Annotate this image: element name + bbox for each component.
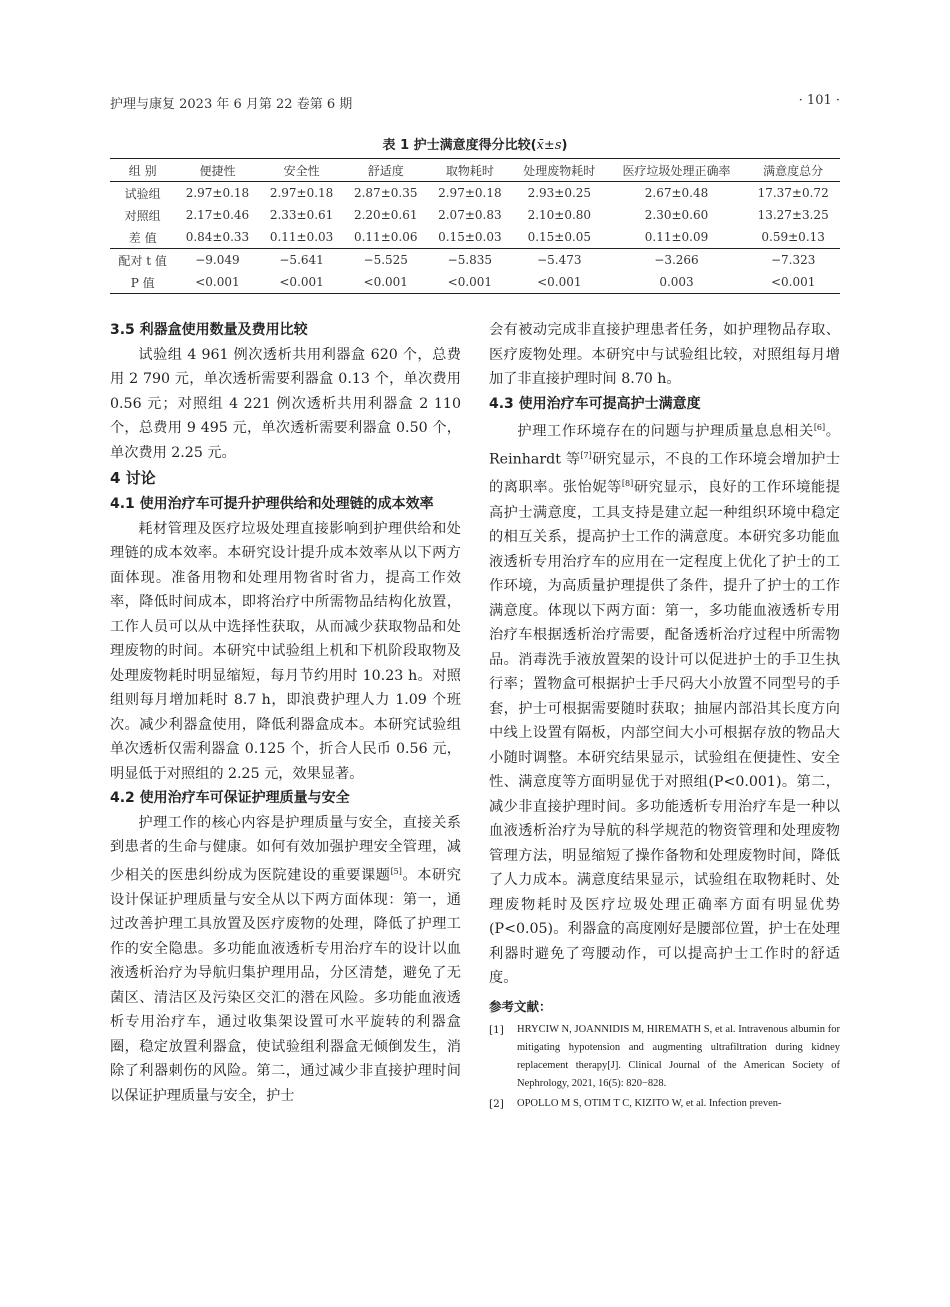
table-cell: 0.11±0.06 bbox=[353, 230, 418, 244]
table-cell: −5.641 bbox=[279, 253, 324, 267]
table-caption-symbol: x̄±s bbox=[536, 138, 562, 153]
table-cell: 2.97±0.18 bbox=[185, 186, 250, 200]
heading-4-3: 4.3 使用治疗车可提高护士满意度 bbox=[489, 395, 701, 412]
table-cell: −5.525 bbox=[363, 253, 408, 267]
table-cell: <0.001 bbox=[279, 275, 324, 289]
table-cell: 13.27±3.25 bbox=[757, 208, 829, 222]
table-cell: 2.30±0.60 bbox=[644, 208, 709, 222]
paragraph-4-2 bbox=[110, 811, 461, 1109]
th-waste-accuracy: 医疗垃圾处理正确率 bbox=[622, 163, 731, 178]
citation-6: [6] bbox=[813, 423, 826, 432]
table-cell: 2.97±0.18 bbox=[438, 186, 502, 200]
heading-4: 4 讨论 bbox=[110, 469, 156, 487]
right-column bbox=[489, 318, 840, 1115]
paragraph-4-3-text-b: 。Reinhardt 等 bbox=[489, 423, 840, 468]
table-cell: −9.049 bbox=[195, 253, 240, 267]
table-cell: 0.003 bbox=[659, 275, 694, 289]
table-cell: P 值 bbox=[130, 275, 155, 290]
th-comfort: 舒适度 bbox=[367, 163, 404, 178]
satisfaction-table bbox=[110, 158, 840, 294]
table-row bbox=[110, 249, 840, 272]
table-cell: <0.001 bbox=[195, 275, 240, 289]
table-cell: −5.473 bbox=[537, 253, 582, 267]
th-waste-time: 处理废物耗时 bbox=[523, 163, 596, 178]
table-cell: −7.323 bbox=[770, 253, 816, 267]
heading-4-2: 4.2 使用治疗车可保证护理质量与安全 bbox=[110, 790, 350, 806]
table-caption bbox=[110, 134, 840, 153]
table-cell: 2.20±0.61 bbox=[353, 208, 418, 222]
table-cell: −3.266 bbox=[654, 253, 699, 267]
table-caption-prefix: 表 1 护士满意度得分比较( bbox=[382, 138, 537, 153]
reference-item bbox=[489, 1021, 840, 1093]
table-row bbox=[110, 182, 840, 205]
paragraph-4-2-text-b: 。本研究设计保证护理质量与安全从以下两方面体现：第一，通过改善护理工具放置及医疗废物的处理，降低了护理工作的安全隐患。多功能血液透析专用治疗车的设计以血液透析治疗为导航归集护理用品，分区清楚，避免了无菌区、清洁区及污染区交汇的潜在风险。多功能血液透析专用治疗车，通过收集架设置可水平旋转的利器盒圈，稳定放置利器盒，使试验组利器盒无倾倒发生，消除了利器刺伤的风险。第二，通过减少非直接护理时间以保证护理质量与安全，护士 bbox=[110, 867, 461, 1104]
table-caption-suffix: ) bbox=[561, 138, 568, 153]
table-cell: <0.001 bbox=[770, 275, 816, 289]
table-cell: 2.93±0.25 bbox=[527, 186, 592, 200]
table-cell: 0.15±0.05 bbox=[527, 230, 592, 244]
table-cell: 配对 t 值 bbox=[118, 253, 167, 268]
table-cell: 对照组 bbox=[124, 208, 161, 223]
paragraph-4-1: 耗材管理及医疗垃圾处理直接影响到护理供给和处理链的成本效率。本研究设计提升成本效率从以下两方面体现。准备用物和处理用物省时省力，提高工作效率，降低时间成本，即将治疗中所需物品结构化放置，工作人员可以从中选择性获取，从而减少获取物品和处理废物的时间。本研究中试验组上机和下机阶段取物及处理废物耗时明显缩短，每月节约用时 10.23 h。对照组则每月增加耗时 8.7 h，即浪费护理人力 1.09 个班次。减少利器盒使用，降低利器盒成本。本研究试验组单次透析仅需利器盒 0.125 个，折合人民币 0.56 元，明显低于对照组的 2.25 元，效果显著。 bbox=[110, 520, 461, 782]
th-convenience: 便捷性 bbox=[199, 163, 236, 178]
paragraph-4-2-text-a: 护理工作的核心内容是护理质量与安全，直接关系到患者的生命与健康。如何有效加强护理安全管理，减少相关的医患纠纷成为医院建设的重要课题 bbox=[110, 814, 461, 884]
paragraph-4-3-text-c: 研究显示，不良的工作环境会增加护士的离职率。张怡妮等 bbox=[489, 451, 840, 497]
citation-5: [5] bbox=[390, 866, 402, 876]
table-cell: 2.87±0.35 bbox=[353, 186, 418, 200]
table-row bbox=[110, 226, 840, 249]
table-cell: 2.33±0.61 bbox=[269, 208, 334, 222]
reference-item bbox=[489, 1095, 840, 1113]
table-cell: 17.37±0.72 bbox=[757, 186, 829, 200]
table-cell: 2.67±0.48 bbox=[644, 186, 709, 200]
table-cell: 2.17±0.46 bbox=[185, 208, 250, 222]
th-fetch-time: 取物耗时 bbox=[445, 163, 494, 178]
th-group: 组 别 bbox=[128, 163, 157, 178]
citation-7: [7] bbox=[580, 451, 592, 461]
reference-number: [1] bbox=[489, 1023, 504, 1036]
th-total-score: 满意度总分 bbox=[763, 163, 824, 178]
citation-8: [8] bbox=[621, 479, 634, 489]
table-cell: −5.835 bbox=[447, 253, 493, 267]
table-cell: <0.001 bbox=[447, 275, 493, 289]
table-header-row bbox=[110, 159, 840, 182]
table-cell: 差 值 bbox=[128, 230, 157, 245]
table-cell: 2.97±0.18 bbox=[269, 186, 334, 200]
table-row bbox=[110, 204, 840, 226]
table-cell: 0.15±0.03 bbox=[438, 230, 502, 244]
paragraph-continued: 会有被动完成非直接护理患者任务，如护理物品存取、医疗废物处理。本研究中与试验组比较，对照组每月增加了非直接护理时间 8.70 h。 bbox=[489, 322, 840, 387]
table-cell: 试验组 bbox=[124, 186, 161, 201]
table-cell: <0.001 bbox=[363, 275, 408, 289]
paragraph-4-3 bbox=[489, 416, 840, 991]
table-cell: 0.11±0.03 bbox=[269, 230, 334, 244]
table-cell: <0.001 bbox=[537, 275, 582, 289]
table-cell: 2.07±0.83 bbox=[438, 208, 502, 222]
running-header bbox=[110, 93, 840, 113]
paragraph-4-3-text-a: 护理工作环境存在的问题与护理质量息息相关 bbox=[517, 423, 814, 440]
references-title: 参考文献： bbox=[489, 998, 552, 1014]
heading-3-5: 3.5 利器盒使用数量及费用比较 bbox=[110, 322, 308, 338]
reference-text: OPOLLO M S, OTIM T C, KIZITO W, et al. Infection preven- bbox=[517, 1097, 782, 1109]
th-safety: 安全性 bbox=[283, 163, 320, 178]
heading-4-1: 4.1 使用治疗车可提升护理供给和处理链的成本效率 bbox=[110, 496, 434, 512]
left-column bbox=[110, 318, 461, 1108]
paragraph-3-5: 试验组 4 961 例次透析共用利器盒 620 个，总费用 2 790 元，单次透析需要利器盒 0.13 个，单次费用 0.56 元；对照组 4 221 例次透析共用利器盒 2 110 个，总费用 9 495 元，单次透析需要利器盒 0.50 个，单次费用 2.25 元。 bbox=[110, 346, 461, 461]
table-cell: 0.11±0.09 bbox=[644, 230, 709, 244]
reference-text: HRYCIW N, JOANNIDIS M, HIREMATH S, et al. Intravenous albumin for mitigating hypotension and augmenting ultrafiltration during kidney replacement therapy[J]. Clinical Journal of the American Society of Nephrology, 2021, 16(5): 820−828. bbox=[517, 1023, 840, 1089]
table-cell: 0.59±0.13 bbox=[761, 230, 825, 244]
page-number: · 101 · bbox=[798, 93, 840, 108]
table-cell: 0.84±0.33 bbox=[185, 230, 250, 244]
reference-number: [2] bbox=[489, 1097, 504, 1110]
table-row bbox=[110, 271, 840, 294]
paragraph-4-3-text-d: 研究显示，良好的工作环境能提高护士满意度，工具支持是建立起一种组织环境中稳定的相互关系，提高护士工作的满意度。本研究多功能血液透析专用治疗车的应用在一定程度上优化了护士的工作环境，为高质量护理提供了条件，提升了护士的工作满意度。体现以下两方面：第一，多功能血液透析专用治疗车根据透析治疗需要，配备透析治疗过程中所需物品。消毒洗手液放置架的设计可以促进护士的手卫生执行率；置物盒可根据护士手尺码大小放置不同型号的手套，护士可根据需要随时获取；抽屉内部沿其长度方向中线上设置有隔板，内部空间大小可根据存放的物品大小随时调整。本研究结果显示，试验组在便捷性、安全性、满意度等方面明显优于对照组(P<0.001)。第二，减少非直接护理时间。多功能透析专用治疗车是一种以血液透析治疗为导航的科学规范的物资管理和处理废物管理方法，明显缩短了操作备物和处理废物时间，降低了人力成本。满意度结果显示，试验组在取物耗时、处理废物耗时及医疗垃圾处理正确率方面有明显优势(P<0.05)。利器盒的高度刚好是腰部位置，护士在处理利器时避免了弯腰动作，可以提高护士工作时的舒适度。 bbox=[489, 480, 840, 987]
journal-info: 护理与康复 2023 年 6 月第 22 卷第 6 期 bbox=[110, 97, 353, 112]
reference-list bbox=[489, 1021, 840, 1113]
table-cell: 2.10±0.80 bbox=[527, 208, 592, 222]
